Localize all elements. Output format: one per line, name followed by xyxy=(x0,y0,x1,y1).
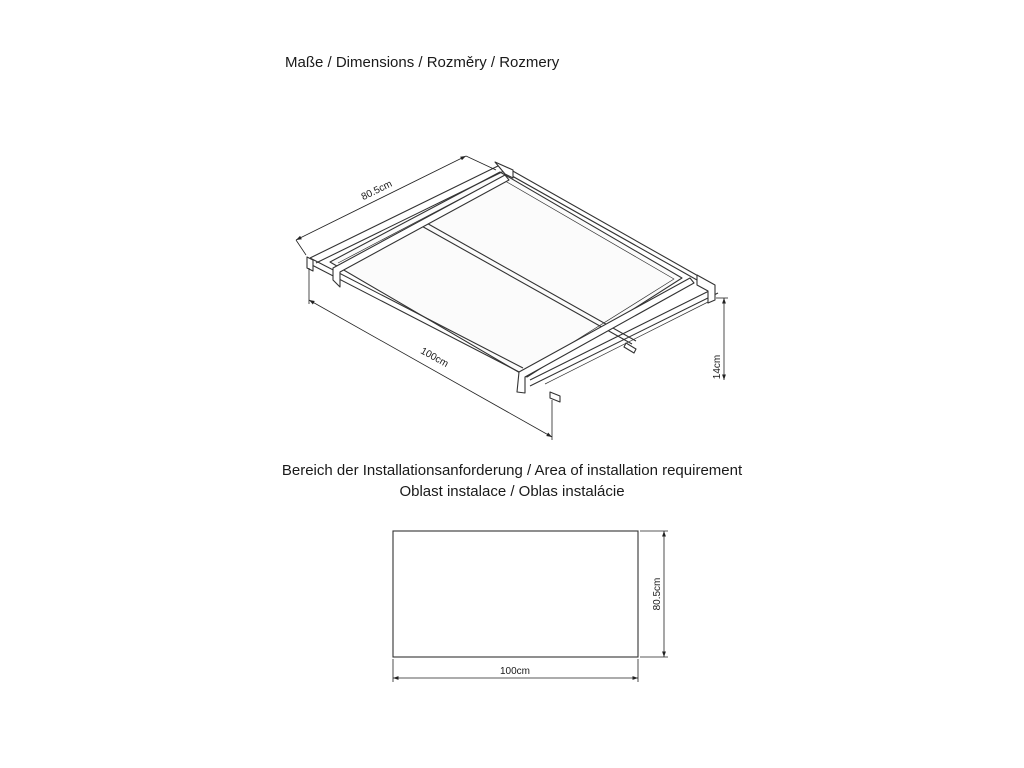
canopy-left-cap xyxy=(307,257,313,271)
area-width-label: 100cm xyxy=(499,666,531,677)
dimensions-title: Maße / Dimensions / Rozměry / Rozmery xyxy=(285,54,560,71)
canopy-height-label: 14cm xyxy=(712,354,723,380)
installation-area-rect xyxy=(393,531,638,657)
canopy-mid-clip xyxy=(624,343,636,353)
canopy-bottom-clip xyxy=(550,392,560,402)
canopy-depth-label: 80.5cm xyxy=(359,178,395,203)
area-depth-label: 80.5cm xyxy=(652,577,663,611)
installation-title-line1: Bereich der Installationsanforderung / Area of installation requirement xyxy=(281,462,743,479)
canopy-width-label: 100cm xyxy=(418,345,451,370)
installation-title-line2: Oblast instalace / Oblas instalácie xyxy=(399,483,625,500)
